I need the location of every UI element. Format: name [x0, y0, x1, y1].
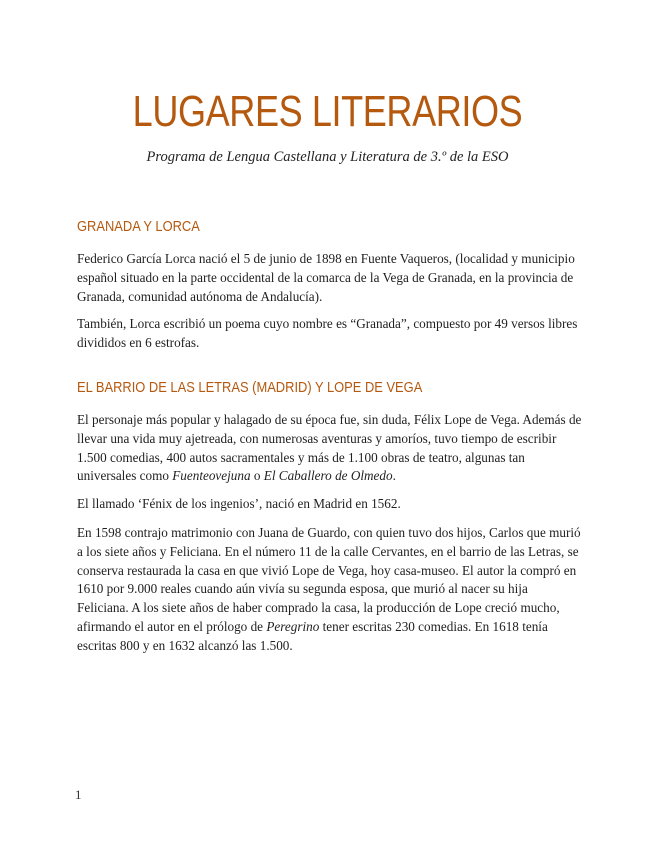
document-title: LUGARES LITERARIOS — [132, 87, 523, 136]
paragraph-lope-intro — [77, 411, 582, 486]
work-title-peregrino: Peregrino — [266, 618, 320, 634]
work-title-fuenteovejuna: Fuenteovejuna — [172, 468, 251, 484]
paragraph-fenix: El llamado ‘Fénix de los ingenios’, nació en Madrid en 1562. — [77, 496, 401, 511]
paragraph-text: o — [250, 468, 264, 484]
document-subtitle: Programa de Lengua Castellana y Literatura de 3.º de la ESO — [146, 149, 509, 165]
section-heading-granada: GRANADA Y LORCA — [77, 218, 200, 235]
paragraph-text: tener escritas 230 comedias. En 1618 tenía escritas 800 y en 1632 alcanzó las 1.500. — [77, 618, 548, 653]
page-number: 1 — [75, 787, 82, 802]
paragraph-text: . — [392, 468, 396, 484]
section-heading-barrio-letras: EL BARRIO DE LAS LETRAS (MADRID) Y LOPE DE VEGA — [77, 379, 423, 396]
work-title-caballero-olmedo: El Caballero de Olmedo — [263, 468, 393, 484]
paragraph-lope-house — [77, 524, 582, 656]
paragraph-lorca-poem: También, Lorca escribió un poema cuyo nombre es “Granada”, compuesto por 49 versos libres divididos en 6 estrofas. — [77, 316, 578, 350]
paragraph-lorca-birth: Federico García Lorca nació el 5 de junio de 1898 en Fuente Vaqueros, (localidad y municipio español situado en la parte occidental de la comarca de la Vega de Granada, en la provincia de Granada, comunidad autónoma de Andalucía). — [77, 251, 575, 304]
paragraph-text: En 1598 contrajo matrimonio con Juana de Guardo, con quien tuvo dos hijos, Carlos que murió a los siete años y Feliciana. En el número 11 de la calle Cervantes, en el barrio de las Letras, se conserva restaurada la casa en que vivió Lope de Vega, hoy casa-museo. El autor la compró en 1610 por 9.000 reales cuando aún vivía su segunda esposa, que murió al nacer su hija Feliciana. A los siete años de haber comprado la casa, la producción de Lope creció mucho, afirmando el autor en el prólogo de — [77, 525, 581, 634]
paragraph-text: El personaje más popular y halagado de su época fue, sin duda, Félix Lope de Vega. Además de llevar una vida muy ajetreada, con numerosas aventuras y amoríos, tuvo tiempo de escribir 1.500 comedias, 400 autos sacramentales y más de 1.100 obras de teatro, algunas tan universales como — [77, 412, 582, 484]
